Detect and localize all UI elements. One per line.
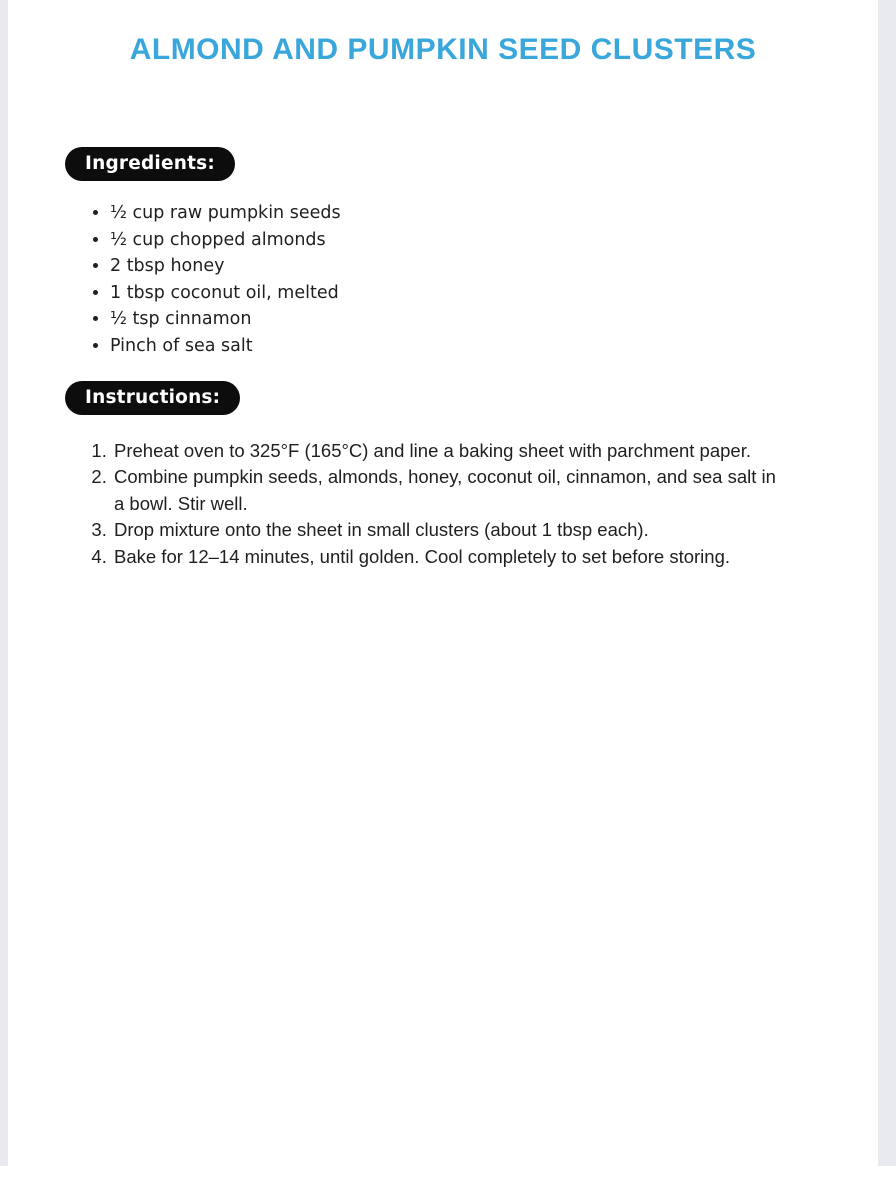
instructions-heading-label: Instructions: bbox=[85, 386, 221, 408]
ingredient-item: • 1 tbsp coconut oil, melted bbox=[110, 280, 878, 307]
ingredient-item: • Pinch of sea salt bbox=[110, 333, 878, 360]
ingredient-item: • ½ tsp cinnamon bbox=[110, 306, 878, 333]
ingredient-item: • 2 tbsp honey bbox=[110, 253, 878, 280]
instruction-step: 3. Drop mixture onto the sheet in small clusters (about 1 tbsp each). bbox=[112, 517, 788, 544]
ingredients-heading bbox=[65, 147, 235, 181]
ingredients-heading-label: Ingredients: bbox=[85, 153, 215, 174]
ingredient-item: • ½ cup chopped almonds bbox=[110, 227, 878, 254]
instruction-step: 2. Combine pumpkin seeds, almonds, honey, coconut oil, cinnamon, and sea salt in a bowl. Stir well. bbox=[112, 464, 788, 517]
instruction-step: 1. Preheat oven to 325°F (165°C) and line a baking sheet with parchment paper. bbox=[112, 438, 788, 465]
instruction-step: 4. Bake for 12–14 minutes, until golden. Cool completely to set before storing. bbox=[112, 544, 788, 571]
instructions-list bbox=[8, 438, 788, 571]
recipe-page bbox=[8, 0, 878, 1166]
ingredients-list bbox=[8, 200, 878, 360]
instructions-heading bbox=[65, 381, 240, 415]
page-title: ALMOND AND PUMPKIN SEED CLUSTERS bbox=[129, 33, 757, 66]
ingredient-item: • ½ cup raw pumpkin seeds bbox=[110, 200, 878, 227]
